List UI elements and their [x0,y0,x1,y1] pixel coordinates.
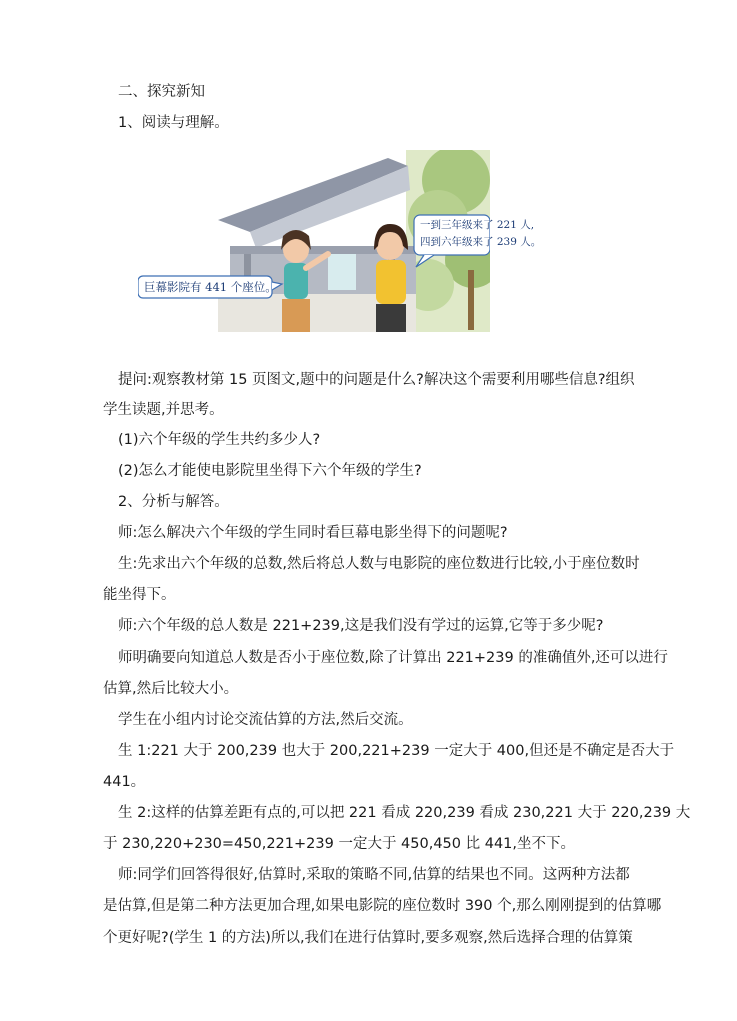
student-line-1a: 生:先求出六个年级的总数,然后将总人数与电影院的座位数进行比较,小于座位数时 [118,556,640,572]
teacher-line-3a: 师明确要向知道总人数是否小于座位数,除了计算出 221+239 的准确值外,还可以进行 [118,650,668,666]
question-paragraph-line1: 提问:观察教材第 15 页图文,题中的问题是什么?解决这个需要利用哪些信息?组织 [118,372,635,388]
teacher-summary-line-c: 个更好呢?(学生 1 的方法)所以,我们在进行估算时,要多观察,然后选择合理的估算策 [103,930,633,946]
student1-line-b: 441。 [103,774,146,790]
section-heading: 二、探究新知 [118,84,205,100]
teacher-summary-line-a: 师:同学们回答得很好,估算时,采取的策略不同,估算的结果也不同。这两种方法都 [118,867,630,883]
subsection-heading-2: 2、分析与解答。 [118,494,229,510]
subsection-heading-1: 1、阅读与理解。 [118,115,229,131]
teacher-summary-line-b: 是估算,但是第二种方法更加合理,如果电影院的座位数时 390 个,那么刚刚提到的估算哪 [103,898,662,914]
student-line-1b: 能坐得下。 [103,587,176,603]
textbook-illustration [138,150,542,332]
speech-bubble-left: 巨幕影院有 441 个座位。 [144,280,277,294]
student2-line-b: 于 230,220+230=450,221+239 一定大于 450,450 比 441,坐不下。 [103,836,576,852]
question-item-1: (1)六个年级的学生共约多少人? [118,432,321,448]
teacher-line-3b: 估算,然后比较大小。 [103,681,239,697]
student2-line-a: 生 2:这样的估算差距有点的,可以把 221 看成 220,239 看成 230,221 大于 220,239 大 [118,805,691,821]
question-paragraph-line2: 学生读题,并思考。 [103,402,224,418]
teacher-line-1: 师:怎么解决六个年级的学生同时看巨幕电影坐得下的问题呢? [118,525,508,541]
speech-bubble-right-line1: 一到三年级来了 221 人, [420,219,535,231]
speech-bubble-right-line2: 四到六年级来了 239 人。 [420,236,542,248]
question-item-2: (2)怎么才能使电影院里坐得下六个年级的学生? [118,463,422,479]
teacher-line-2: 师:六个年级的总人数是 221+239,这是我们没有学过的运算,它等于多少呢? [118,618,604,634]
student1-line-a: 生 1:221 大于 200,239 也大于 200,221+239 一定大于 400,但还是不确定是否大于 [118,743,675,759]
instruction-line: 学生在小组内讨论交流估算的方法,然后交流。 [118,712,413,728]
